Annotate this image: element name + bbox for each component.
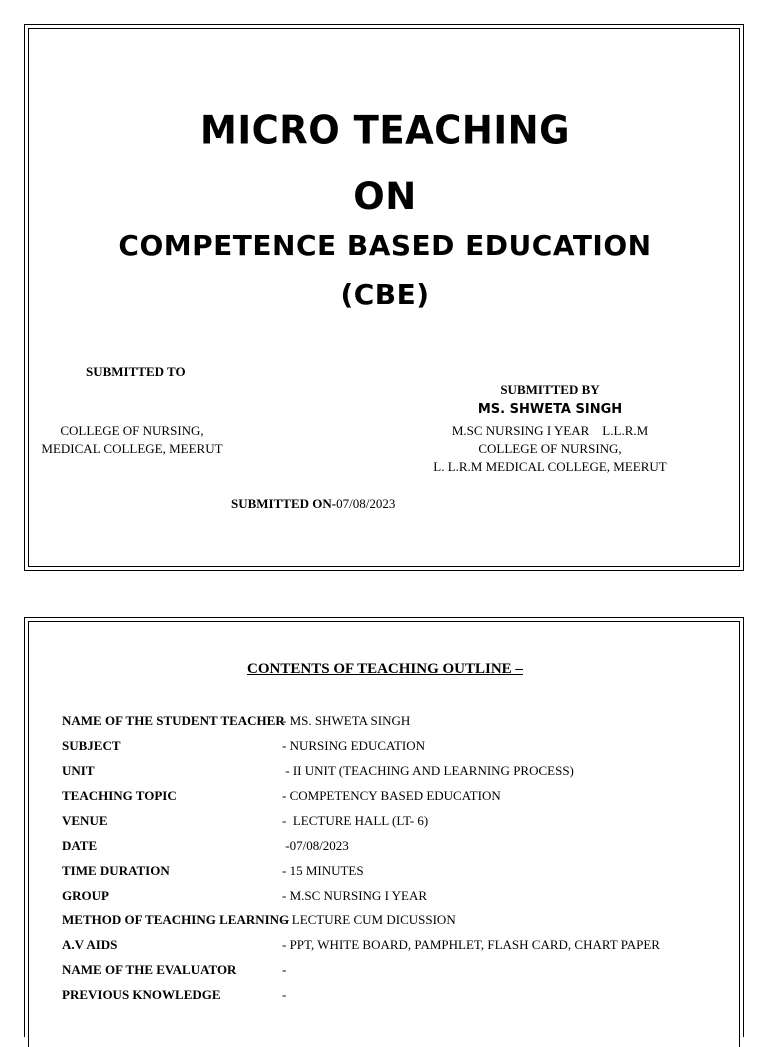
submitted-by-line-3: L. L.R.M MEDICAL COLLEGE, MEERUT xyxy=(433,459,667,474)
title-line-3: COMPETENCE BASED EDUCATION xyxy=(118,229,652,262)
row-label: A.V AIDS xyxy=(62,937,118,952)
row-label: PREVIOUS KNOWLEDGE xyxy=(62,987,221,1002)
submitted-on-label: SUBMITTED ON- xyxy=(231,496,337,511)
row-value: - M.SC NURSING I YEAR xyxy=(282,888,428,903)
cover-page xyxy=(24,24,744,571)
submitted-by-line-1: M.SC NURSING I YEAR L.L.R.M xyxy=(451,423,649,438)
row-value: - LECTURE HALL (LT- 6) xyxy=(282,813,429,828)
outline-row xyxy=(62,937,660,953)
outline-row xyxy=(62,813,429,829)
submitted-on xyxy=(231,496,395,512)
submitted-to-line-2: MEDICAL COLLEGE, MEERUT xyxy=(41,441,223,456)
row-value: - NURSING EDUCATION xyxy=(282,738,425,753)
row-value: - 15 MINUTES xyxy=(282,863,364,878)
title-line-4: (CBE) xyxy=(340,278,430,311)
outline-row xyxy=(62,713,411,729)
submitted-to-label: SUBMITTED TO xyxy=(86,364,186,379)
row-label: VENUE xyxy=(62,813,108,828)
row-value: - xyxy=(282,962,287,977)
contents-heading: CONTENTS OF TEACHING OUTLINE – xyxy=(247,661,523,677)
outline-row xyxy=(62,738,425,754)
row-label: TEACHING TOPIC xyxy=(62,788,177,803)
row-label: SUBJECT xyxy=(62,738,121,753)
row-value: - PPT, WHITE BOARD, PAMPHLET, FLASH CARD, CHART PAPER xyxy=(282,937,660,952)
row-label: DATE xyxy=(62,838,98,853)
outline-row xyxy=(62,788,501,804)
row-label: NAME OF THE STUDENT TEACHER xyxy=(62,713,285,728)
row-value: - MS. SHWETA SINGH xyxy=(282,713,411,728)
submitted-by-line-2: COLLEGE OF NURSING, xyxy=(478,441,622,456)
outline-row xyxy=(62,987,287,1003)
submitted-by-name: MS. SHWETA SINGH xyxy=(477,402,623,417)
submitted-by-label: SUBMITTED BY xyxy=(500,382,600,397)
outline-row xyxy=(62,763,574,779)
outline-row xyxy=(62,962,287,978)
row-value: -07/08/2023 xyxy=(282,838,349,853)
outline-row xyxy=(62,838,349,854)
row-label: TIME DURATION xyxy=(62,863,170,878)
title-line-1: MICRO TEACHING xyxy=(200,107,570,154)
outline-row xyxy=(62,912,456,928)
row-label: UNIT xyxy=(62,763,95,778)
outline-page xyxy=(24,617,744,1037)
title-line-2: ON xyxy=(353,175,417,218)
row-value: - II UNIT (TEACHING AND LEARNING PROCESS) xyxy=(282,763,574,778)
outline-row xyxy=(62,888,428,904)
row-label: METHOD OF TEACHING LEARNING xyxy=(62,912,290,927)
submitted-on-value: 07/08/2023 xyxy=(336,496,396,511)
outline-row xyxy=(62,863,364,879)
row-value: – LECTURE CUM DICUSSION xyxy=(282,912,456,927)
row-value: - xyxy=(282,987,287,1002)
row-value: - COMPETENCY BASED EDUCATION xyxy=(282,788,501,803)
row-label: NAME OF THE EVALUATOR xyxy=(62,962,237,977)
row-label: GROUP xyxy=(62,888,109,903)
submitted-to-line-1: COLLEGE OF NURSING, xyxy=(60,423,204,438)
